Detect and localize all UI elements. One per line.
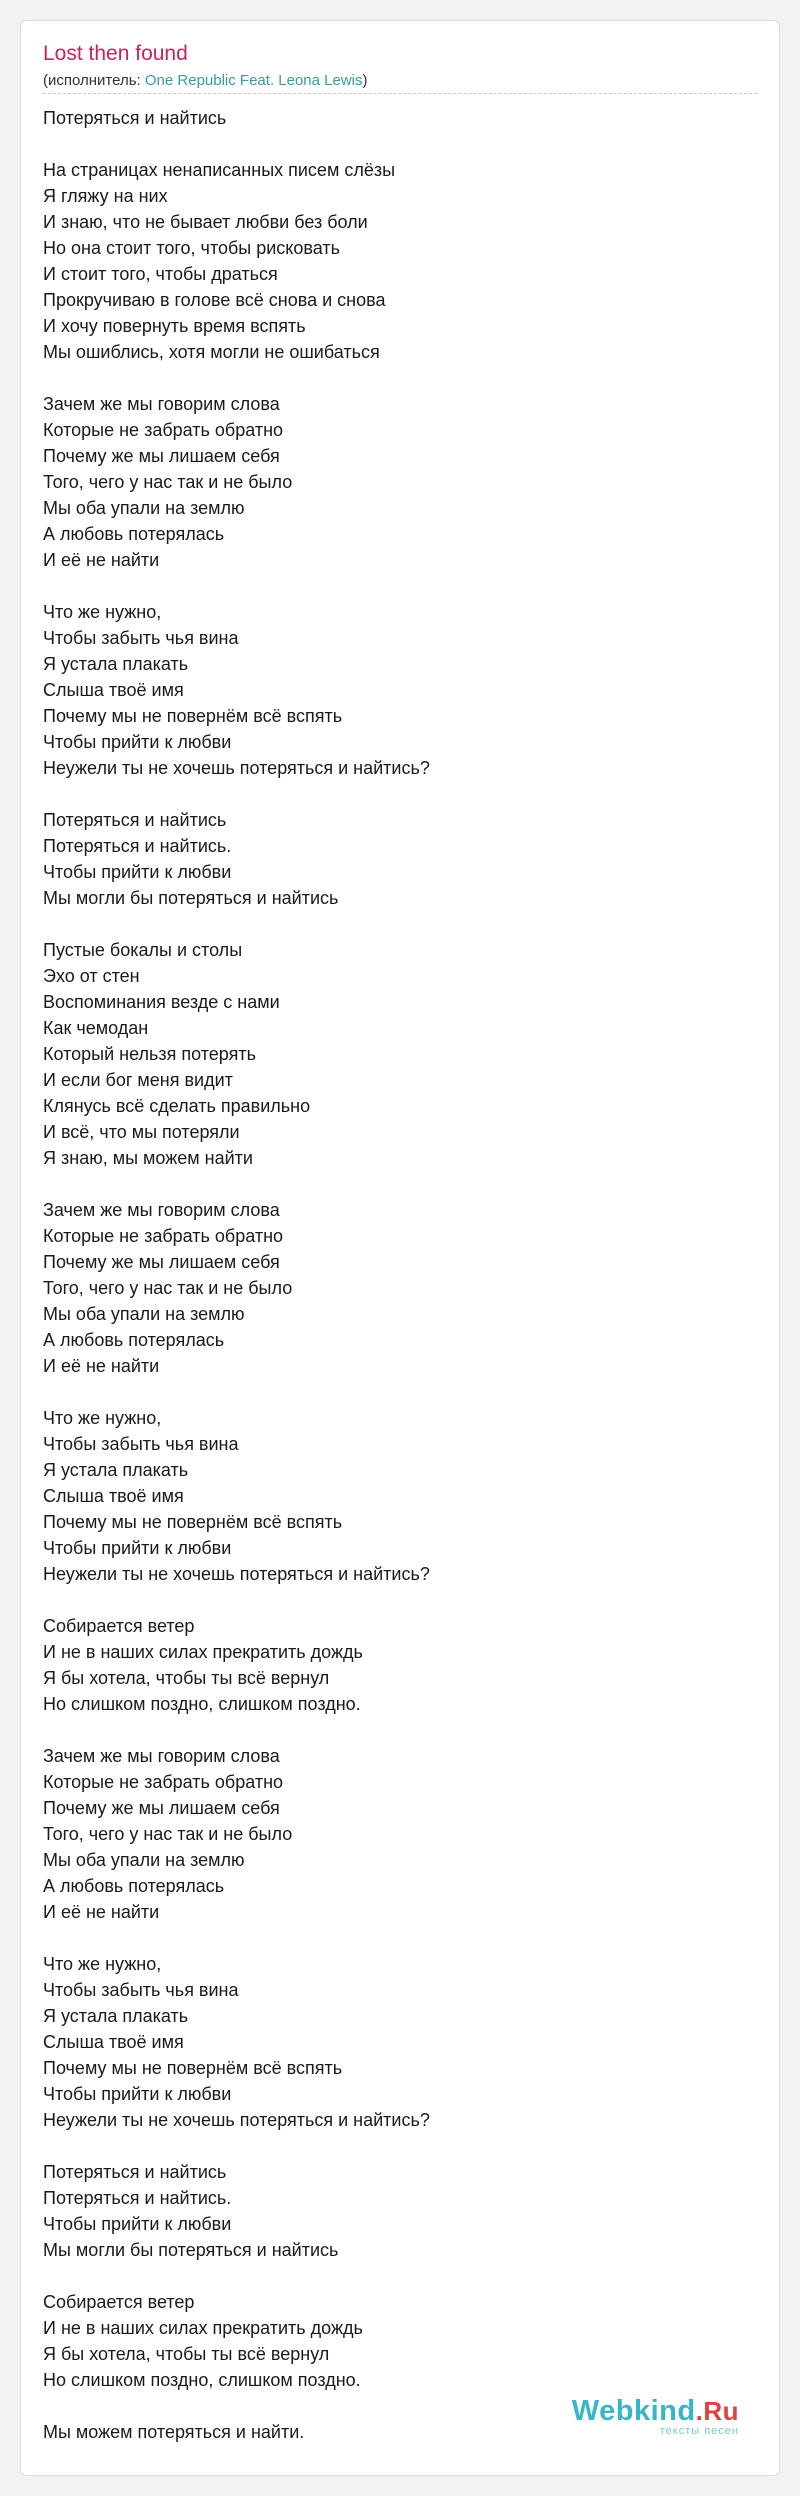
lyric-line: А любовь потерялась [43,1330,225,1350]
lyric-line: И не в наших силах прекратить дождь [43,1642,363,1662]
stanza-break [43,131,430,157]
lyric-line: Чтобы прийти к любви [43,2084,232,2104]
stanza-break [43,1171,430,1197]
lyric-line: Мы можем потеряться и найти. [43,2422,305,2442]
logo-tagline: тексты песен [659,2425,739,2437]
lyric-line: Почему же мы лишаем себя [43,446,280,466]
lyric-line: Почему же мы лишаем себя [43,1252,280,1272]
lyric-line: Чтобы прийти к любви [43,1538,232,1558]
lyric-line: Я бы хотела, чтобы ты всё вернул [43,2344,330,2364]
artist-prefix: (исполнитель: [43,72,145,89]
lyric-line: Чтобы прийти к любви [43,732,232,752]
site-logo[interactable] [572,2395,739,2437]
lyric-line: Но слишком поздно, слишком поздно. [43,2370,361,2390]
lyric-line: Который нельзя потерять [43,1044,256,1064]
stanza-break [43,573,430,599]
song-title: Lost then found [43,42,188,65]
lyric-line: Зачем же мы говорим слова [43,394,280,414]
lyric-line: Мы могли бы потеряться и найтись [43,888,339,908]
stanza-break [43,911,430,937]
lyric-line: Потеряться и найтись [43,108,227,128]
lyric-line: Мы оба упали на землю [43,1304,245,1324]
lyric-line: Неужели ты не хочешь потеряться и найтись? [43,758,430,778]
lyric-line: Пустые бокалы и столы [43,940,243,960]
lyric-line: А любовь потерялась [43,524,225,544]
lyric-line: Потеряться и найтись [43,810,227,830]
lyric-line: Я устала плакать [43,2006,189,2026]
lyric-line: Чтобы забыть чья вина [43,1434,239,1454]
lyric-line: И стоит того, чтобы драться [43,264,278,284]
lyric-line: Я бы хотела, чтобы ты всё вернул [43,1668,330,1688]
stanza-break [43,2393,430,2419]
lyric-line: Зачем же мы говорим слова [43,1746,280,1766]
lyric-line: Того, чего у нас так и не было [43,472,293,492]
lyric-line: А любовь потерялась [43,1876,225,1896]
lyric-line: Почему мы не повернём всё вспять [43,706,343,726]
lyric-line: Чтобы забыть чья вина [43,1980,239,2000]
lyric-line: Собирается ветер [43,2292,195,2312]
lyric-line: Я знаю, мы можем найти [43,1148,253,1168]
lyric-line: Я устала плакать [43,1460,189,1480]
stanza-break [43,2263,430,2289]
stanza-break [43,1717,430,1743]
lyric-line: Которые не забрать обратно [43,1772,284,1792]
lyric-line: Как чемодан [43,1018,149,1038]
lyric-line: Потеряться и найтись. [43,2188,232,2208]
logo-tld: .Ru [695,2396,739,2426]
stanza-break [43,1925,430,1951]
artist-link[interactable]: One Republic Feat. Leona Lewis [144,72,363,89]
lyric-line: Которые не забрать обратно [43,420,284,440]
lyric-line: Но она стоит того, чтобы рисковать [43,238,340,258]
lyric-line: Потеряться и найтись. [43,836,232,856]
lyric-line: И знаю, что не бывает любви без боли [43,212,368,232]
lyric-line: Что же нужно, [43,1954,162,1974]
lyric-line: Прокручиваю в голове всё снова и снова [43,290,386,310]
lyric-line: Того, чего у нас так и не было [43,1824,293,1844]
lyric-line: Почему мы не повернём всё вспять [43,1512,343,1532]
lyric-line: Эхо от стен [43,966,140,986]
lyric-line: Мы ошиблись, хотя могли не ошибаться [43,342,380,362]
lyric-line: Неужели ты не хочешь потеряться и найтись? [43,2110,430,2130]
lyric-line: Слыша твоё имя [43,2032,184,2052]
lyric-line: Мы оба упали на землю [43,1850,245,1870]
lyrics-card [20,20,780,2476]
lyric-line: Неужели ты не хочешь потеряться и найтись? [43,1564,430,1584]
lyric-line: Что же нужно, [43,602,162,622]
lyric-line: Слыша твоё имя [43,680,184,700]
lyric-line: Слыша твоё имя [43,1486,184,1506]
lyric-line: Что же нужно, [43,1408,162,1428]
lyric-line: Зачем же мы говорим слова [43,1200,280,1220]
lyric-line: И хочу повернуть время вспять [43,316,306,336]
lyric-line: Чтобы забыть чья вина [43,628,239,648]
lyric-line: Чтобы прийти к любви [43,2214,232,2234]
stanza-break [43,1587,430,1613]
lyric-line: Которые не забрать обратно [43,1226,284,1246]
lyric-line: Потеряться и найтись [43,2162,227,2182]
stanza-break [43,2133,430,2159]
lyric-line: Воспоминания везде с нами [43,992,280,1012]
logo-brand [572,2395,739,2427]
lyric-line: И если бог меня видит [43,1070,233,1090]
lyric-line: И не в наших силах прекратить дождь [43,2318,363,2338]
lyric-line: На страницах ненаписанных писем слёзы [43,160,396,180]
lyric-line: Но слишком поздно, слишком поздно. [43,1694,361,1714]
lyric-line: Я гляжу на них [43,186,168,206]
stanza-break [43,781,430,807]
lyric-line: Мы оба упали на землю [43,498,245,518]
lyrics-text [43,105,430,2445]
lyric-line: Я устала плакать [43,654,189,674]
lyric-line: И её не найти [43,1356,160,1376]
lyric-line: Клянусь всё сделать правильно [43,1096,311,1116]
lyric-line: Почему мы не повернём всё вспять [43,2058,343,2078]
lyric-line: И всё, что мы потеряли [43,1122,240,1142]
lyric-line: И её не найти [43,550,160,570]
header-divider [43,93,757,94]
lyric-line: Мы могли бы потеряться и найтись [43,2240,339,2260]
logo-brand-name: Webkind [571,2395,696,2427]
lyric-line: Собирается ветер [43,1616,195,1636]
lyric-line: Чтобы прийти к любви [43,862,232,882]
lyric-line: Того, чего у нас так и не было [43,1278,293,1298]
artist-suffix: ) [362,72,368,89]
lyric-line: Почему же мы лишаем себя [43,1798,280,1818]
stanza-break [43,365,430,391]
lyric-line: И её не найти [43,1902,160,1922]
artist-line [43,71,368,91]
stanza-break [43,1379,430,1405]
